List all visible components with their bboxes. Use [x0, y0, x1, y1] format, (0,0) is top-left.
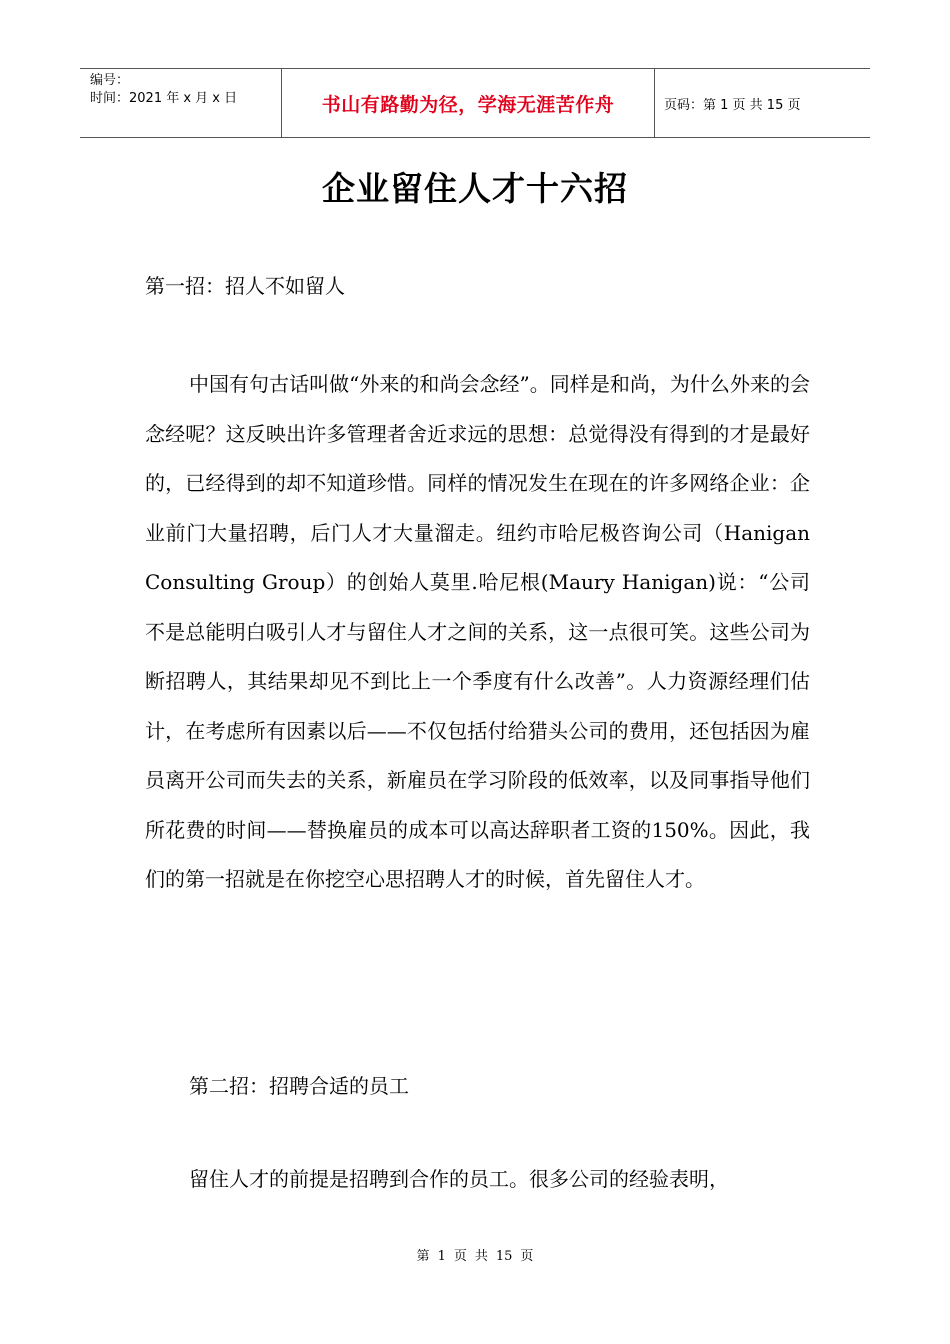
- page-footer: [0, 1245, 950, 1264]
- page-header: [80, 68, 870, 138]
- header-divider-right: [654, 69, 655, 137]
- document-title: 企业留住人才十六招: [322, 169, 628, 208]
- header-page-info: 页码：第 1 页 共 15 页: [664, 97, 801, 113]
- footer-page-number: 1: [437, 1249, 446, 1264]
- header-motto-cell: [282, 69, 654, 137]
- section-heading-1: 第一招：招人不如留人: [145, 274, 345, 298]
- footer-page-word: 页: [453, 1249, 467, 1264]
- section-paragraph-2: 留住人才的前提是招聘到合作的员工。很多公司的经验表明，: [189, 1167, 729, 1191]
- document-date-label: 时间：2021 年 x 月 x 日: [90, 91, 238, 106]
- section-heading-2: 第二招：招聘合适的员工: [189, 1074, 409, 1098]
- footer-page-prefix: 第: [416, 1249, 430, 1264]
- section-paragraph-1: 中国有句古话叫做“外来的和尚会念经”。同样是和尚，为什么外来的会念经呢？这反映出许多管理者舍近求远的思想：总觉得没有得到的才是最好的，已经得到的却不知道珍惜。同样的情况发生在现在的许多网络企业：企业前门大量招聘，后门人才大量溜走。纽约市哈尼极咨询公司（Hanigan Consulting Group）的创始人莫里.哈尼根(Maury Hanigan)说：“公司不是总能明白吸引人才与留住人才之间的关系，这一点很可笑。这些公司为断招聘人，其结果却见不到比上一个季度有什么改善”。人力资源经理们估计，在考虑所有因素以后——不仅包括付给猎头公司的费用，还包括因为雇员离开公司而失去的关系，新雇员在学习阶段的低效率，以及同事指导他们所花费的时间——替换雇员的成本可以高达辞职者工资的150%。因此，我们的第一招就是在你挖空心思招聘人才的时候，首先留住人才。: [145, 372, 810, 891]
- footer-total-prefix: 共: [474, 1249, 488, 1264]
- header-motto: 书山有路勤为径，学海无涯苦作舟: [321, 93, 615, 116]
- footer-total-suffix: 页: [520, 1249, 534, 1264]
- footer-total-pages: 15: [495, 1249, 513, 1264]
- document-number-label: 编号：: [90, 73, 130, 88]
- header-meta: [90, 72, 280, 108]
